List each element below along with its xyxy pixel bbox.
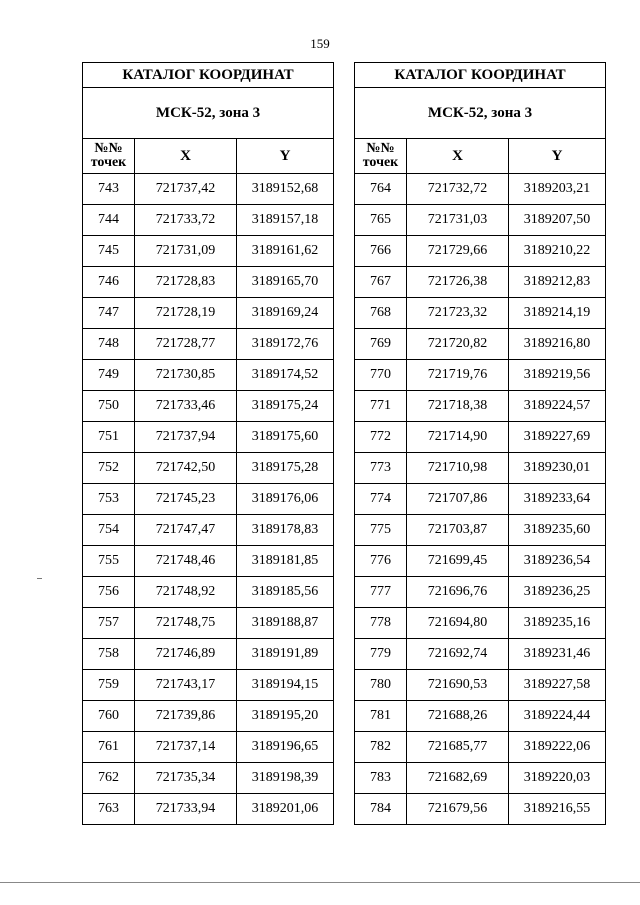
coordinate-catalog-table-right (354, 62, 606, 825)
point-number-cell: 765 (355, 205, 407, 236)
point-number-cell: 772 (355, 422, 407, 453)
x-coordinate-cell: 721728,83 (135, 267, 237, 298)
x-coordinate-cell: 721720,82 (407, 329, 509, 360)
table-row (83, 329, 334, 360)
table-row (83, 453, 334, 484)
y-coordinate-cell: 3189216,80 (509, 329, 606, 360)
table-row (355, 422, 606, 453)
footer-divider (0, 882, 640, 883)
table-row (355, 670, 606, 701)
y-coordinate-cell: 3189220,03 (509, 763, 606, 794)
x-coordinate-cell: 721699,45 (407, 546, 509, 577)
table-row (355, 174, 606, 205)
x-coordinate-cell: 721690,53 (407, 670, 509, 701)
table-row (355, 205, 606, 236)
x-coordinate-cell: 721703,87 (407, 515, 509, 546)
point-number-cell: 746 (83, 267, 135, 298)
scan-artifact-mark (37, 578, 42, 579)
table-row (83, 422, 334, 453)
table-row (83, 701, 334, 732)
point-number-cell: 756 (83, 577, 135, 608)
x-coordinate-cell: 721719,76 (407, 360, 509, 391)
point-number-cell: 769 (355, 329, 407, 360)
y-coordinate-cell: 3189181,85 (237, 546, 334, 577)
table-body (355, 174, 606, 825)
x-coordinate-cell: 721742,50 (135, 453, 237, 484)
y-coordinate-cell: 3189230,01 (509, 453, 606, 484)
table-row (83, 732, 334, 763)
table-row (83, 794, 334, 825)
table-row (83, 546, 334, 577)
point-number-cell: 774 (355, 484, 407, 515)
x-coordinate-cell: 721735,34 (135, 763, 237, 794)
point-number-cell: 755 (83, 546, 135, 577)
point-number-cell: 749 (83, 360, 135, 391)
table-row (355, 701, 606, 732)
point-number-cell: 778 (355, 608, 407, 639)
y-coordinate-cell: 3189222,06 (509, 732, 606, 763)
point-number-cell: 759 (83, 670, 135, 701)
y-coordinate-cell: 3189188,87 (237, 608, 334, 639)
y-coordinate-cell: 3189175,24 (237, 391, 334, 422)
point-number-cell: 781 (355, 701, 407, 732)
point-number-cell: 780 (355, 670, 407, 701)
point-number-cell: 770 (355, 360, 407, 391)
x-coordinate-cell: 721747,47 (135, 515, 237, 546)
table-row (83, 670, 334, 701)
y-coordinate-cell: 3189235,60 (509, 515, 606, 546)
y-coordinate-cell: 3189210,22 (509, 236, 606, 267)
x-coordinate-cell: 721714,90 (407, 422, 509, 453)
table-body (83, 174, 334, 825)
table-row (355, 763, 606, 794)
coordinate-catalog-table-left (82, 62, 334, 825)
y-coordinate-cell: 3189235,16 (509, 608, 606, 639)
y-coordinate-cell: 3189157,18 (237, 205, 334, 236)
point-number-cell: 752 (83, 453, 135, 484)
point-number-cell: 762 (83, 763, 135, 794)
table-row (83, 763, 334, 794)
point-number-cell: 766 (355, 236, 407, 267)
table-row (355, 453, 606, 484)
table-row (355, 732, 606, 763)
y-coordinate-cell: 3189176,06 (237, 484, 334, 515)
coordinate-system-subtitle: МСК-52, зона 3 (83, 88, 334, 139)
x-coordinate-cell: 721737,42 (135, 174, 237, 205)
y-coordinate-cell: 3189191,89 (237, 639, 334, 670)
table-row (355, 577, 606, 608)
x-coordinate-cell: 721707,86 (407, 484, 509, 515)
x-coordinate-cell: 721733,46 (135, 391, 237, 422)
x-coordinate-cell: 721728,19 (135, 298, 237, 329)
y-coordinate-cell: 3189203,21 (509, 174, 606, 205)
x-coordinate-cell: 721731,03 (407, 205, 509, 236)
y-coordinate-cell: 3189207,50 (509, 205, 606, 236)
table-row (83, 205, 334, 236)
table-row (355, 391, 606, 422)
y-coordinate-cell: 3189219,56 (509, 360, 606, 391)
page-number: 159 (310, 36, 330, 51)
table-row (355, 515, 606, 546)
y-coordinate-cell: 3189175,60 (237, 422, 334, 453)
point-number-cell: 767 (355, 267, 407, 298)
y-coordinate-cell: 3189233,64 (509, 484, 606, 515)
x-coordinate-cell: 721692,74 (407, 639, 509, 670)
table-row (355, 329, 606, 360)
y-coordinate-cell: 3189201,06 (237, 794, 334, 825)
catalog-title: КАТАЛОГ КООРДИНАТ (355, 63, 606, 88)
y-coordinate-cell: 3189169,24 (237, 298, 334, 329)
table-row (355, 639, 606, 670)
y-coordinate-cell: 3189178,83 (237, 515, 334, 546)
table-row (83, 391, 334, 422)
point-number-cell: 744 (83, 205, 135, 236)
x-coordinate-cell: 721748,46 (135, 546, 237, 577)
y-coordinate-cell: 3189231,46 (509, 639, 606, 670)
x-coordinate-cell: 721732,72 (407, 174, 509, 205)
y-coordinate-cell: 3189224,57 (509, 391, 606, 422)
column-header-y: Y (237, 139, 334, 174)
point-number-cell: 783 (355, 763, 407, 794)
point-number-cell: 773 (355, 453, 407, 484)
table-row (355, 794, 606, 825)
point-number-cell: 745 (83, 236, 135, 267)
y-coordinate-cell: 3189236,54 (509, 546, 606, 577)
point-number-cell: 782 (355, 732, 407, 763)
x-coordinate-cell: 721730,85 (135, 360, 237, 391)
y-coordinate-cell: 3189216,55 (509, 794, 606, 825)
column-header-y: Y (509, 139, 606, 174)
point-number-cell: 750 (83, 391, 135, 422)
point-number-cell: 779 (355, 639, 407, 670)
table-row (355, 236, 606, 267)
point-number-cell: 751 (83, 422, 135, 453)
point-number-cell: 760 (83, 701, 135, 732)
x-coordinate-cell: 721745,23 (135, 484, 237, 515)
column-header-point-number: №№ точек (83, 139, 135, 174)
catalog-title: КАТАЛОГ КООРДИНАТ (83, 63, 334, 88)
column-header-x: X (135, 139, 237, 174)
point-number-cell: 775 (355, 515, 407, 546)
x-coordinate-cell: 721685,77 (407, 732, 509, 763)
x-coordinate-cell: 721746,89 (135, 639, 237, 670)
y-coordinate-cell: 3189195,20 (237, 701, 334, 732)
table-row (83, 298, 334, 329)
table-row (83, 577, 334, 608)
y-coordinate-cell: 3189224,44 (509, 701, 606, 732)
x-coordinate-cell: 721682,69 (407, 763, 509, 794)
y-coordinate-cell: 3189227,58 (509, 670, 606, 701)
point-number-cell: 776 (355, 546, 407, 577)
point-number-cell: 757 (83, 608, 135, 639)
column-header-x: X (407, 139, 509, 174)
table-row (83, 484, 334, 515)
x-coordinate-cell: 721696,76 (407, 577, 509, 608)
point-number-cell: 754 (83, 515, 135, 546)
table-row (83, 174, 334, 205)
x-coordinate-cell: 721718,38 (407, 391, 509, 422)
x-coordinate-cell: 721688,26 (407, 701, 509, 732)
x-coordinate-cell: 721694,80 (407, 608, 509, 639)
x-coordinate-cell: 721710,98 (407, 453, 509, 484)
x-coordinate-cell: 721726,38 (407, 267, 509, 298)
y-coordinate-cell: 3189185,56 (237, 577, 334, 608)
table-row (83, 608, 334, 639)
point-number-cell: 748 (83, 329, 135, 360)
table-row (83, 360, 334, 391)
point-number-cell: 761 (83, 732, 135, 763)
point-number-cell: 743 (83, 174, 135, 205)
y-coordinate-cell: 3189227,69 (509, 422, 606, 453)
x-coordinate-cell: 721679,56 (407, 794, 509, 825)
table-row (355, 267, 606, 298)
y-coordinate-cell: 3189175,28 (237, 453, 334, 484)
table-row (355, 608, 606, 639)
y-coordinate-cell: 3189196,65 (237, 732, 334, 763)
y-coordinate-cell: 3189172,76 (237, 329, 334, 360)
table-row (355, 484, 606, 515)
point-number-cell: 777 (355, 577, 407, 608)
x-coordinate-cell: 721733,72 (135, 205, 237, 236)
coordinate-system-subtitle: МСК-52, зона 3 (355, 88, 606, 139)
table-row (83, 639, 334, 670)
x-coordinate-cell: 721723,32 (407, 298, 509, 329)
x-coordinate-cell: 721748,92 (135, 577, 237, 608)
y-coordinate-cell: 3189198,39 (237, 763, 334, 794)
point-number-cell: 763 (83, 794, 135, 825)
y-coordinate-cell: 3189161,62 (237, 236, 334, 267)
point-number-cell: 768 (355, 298, 407, 329)
table-row (83, 267, 334, 298)
table-row (83, 236, 334, 267)
point-number-cell: 771 (355, 391, 407, 422)
table-row (83, 515, 334, 546)
column-header-point-number: №№ точек (355, 139, 407, 174)
y-coordinate-cell: 3189165,70 (237, 267, 334, 298)
x-coordinate-cell: 721729,66 (407, 236, 509, 267)
point-number-cell: 784 (355, 794, 407, 825)
y-coordinate-cell: 3189152,68 (237, 174, 334, 205)
point-number-cell: 753 (83, 484, 135, 515)
x-coordinate-cell: 721748,75 (135, 608, 237, 639)
y-coordinate-cell: 3189212,83 (509, 267, 606, 298)
point-number-cell: 764 (355, 174, 407, 205)
x-coordinate-cell: 721743,17 (135, 670, 237, 701)
x-coordinate-cell: 721731,09 (135, 236, 237, 267)
table-row (355, 546, 606, 577)
point-number-cell: 747 (83, 298, 135, 329)
y-coordinate-cell: 3189236,25 (509, 577, 606, 608)
x-coordinate-cell: 721737,14 (135, 732, 237, 763)
y-coordinate-cell: 3189174,52 (237, 360, 334, 391)
x-coordinate-cell: 721737,94 (135, 422, 237, 453)
x-coordinate-cell: 721728,77 (135, 329, 237, 360)
table-row (355, 298, 606, 329)
point-number-cell: 758 (83, 639, 135, 670)
x-coordinate-cell: 721733,94 (135, 794, 237, 825)
table-row (355, 360, 606, 391)
x-coordinate-cell: 721739,86 (135, 701, 237, 732)
y-coordinate-cell: 3189214,19 (509, 298, 606, 329)
y-coordinate-cell: 3189194,15 (237, 670, 334, 701)
